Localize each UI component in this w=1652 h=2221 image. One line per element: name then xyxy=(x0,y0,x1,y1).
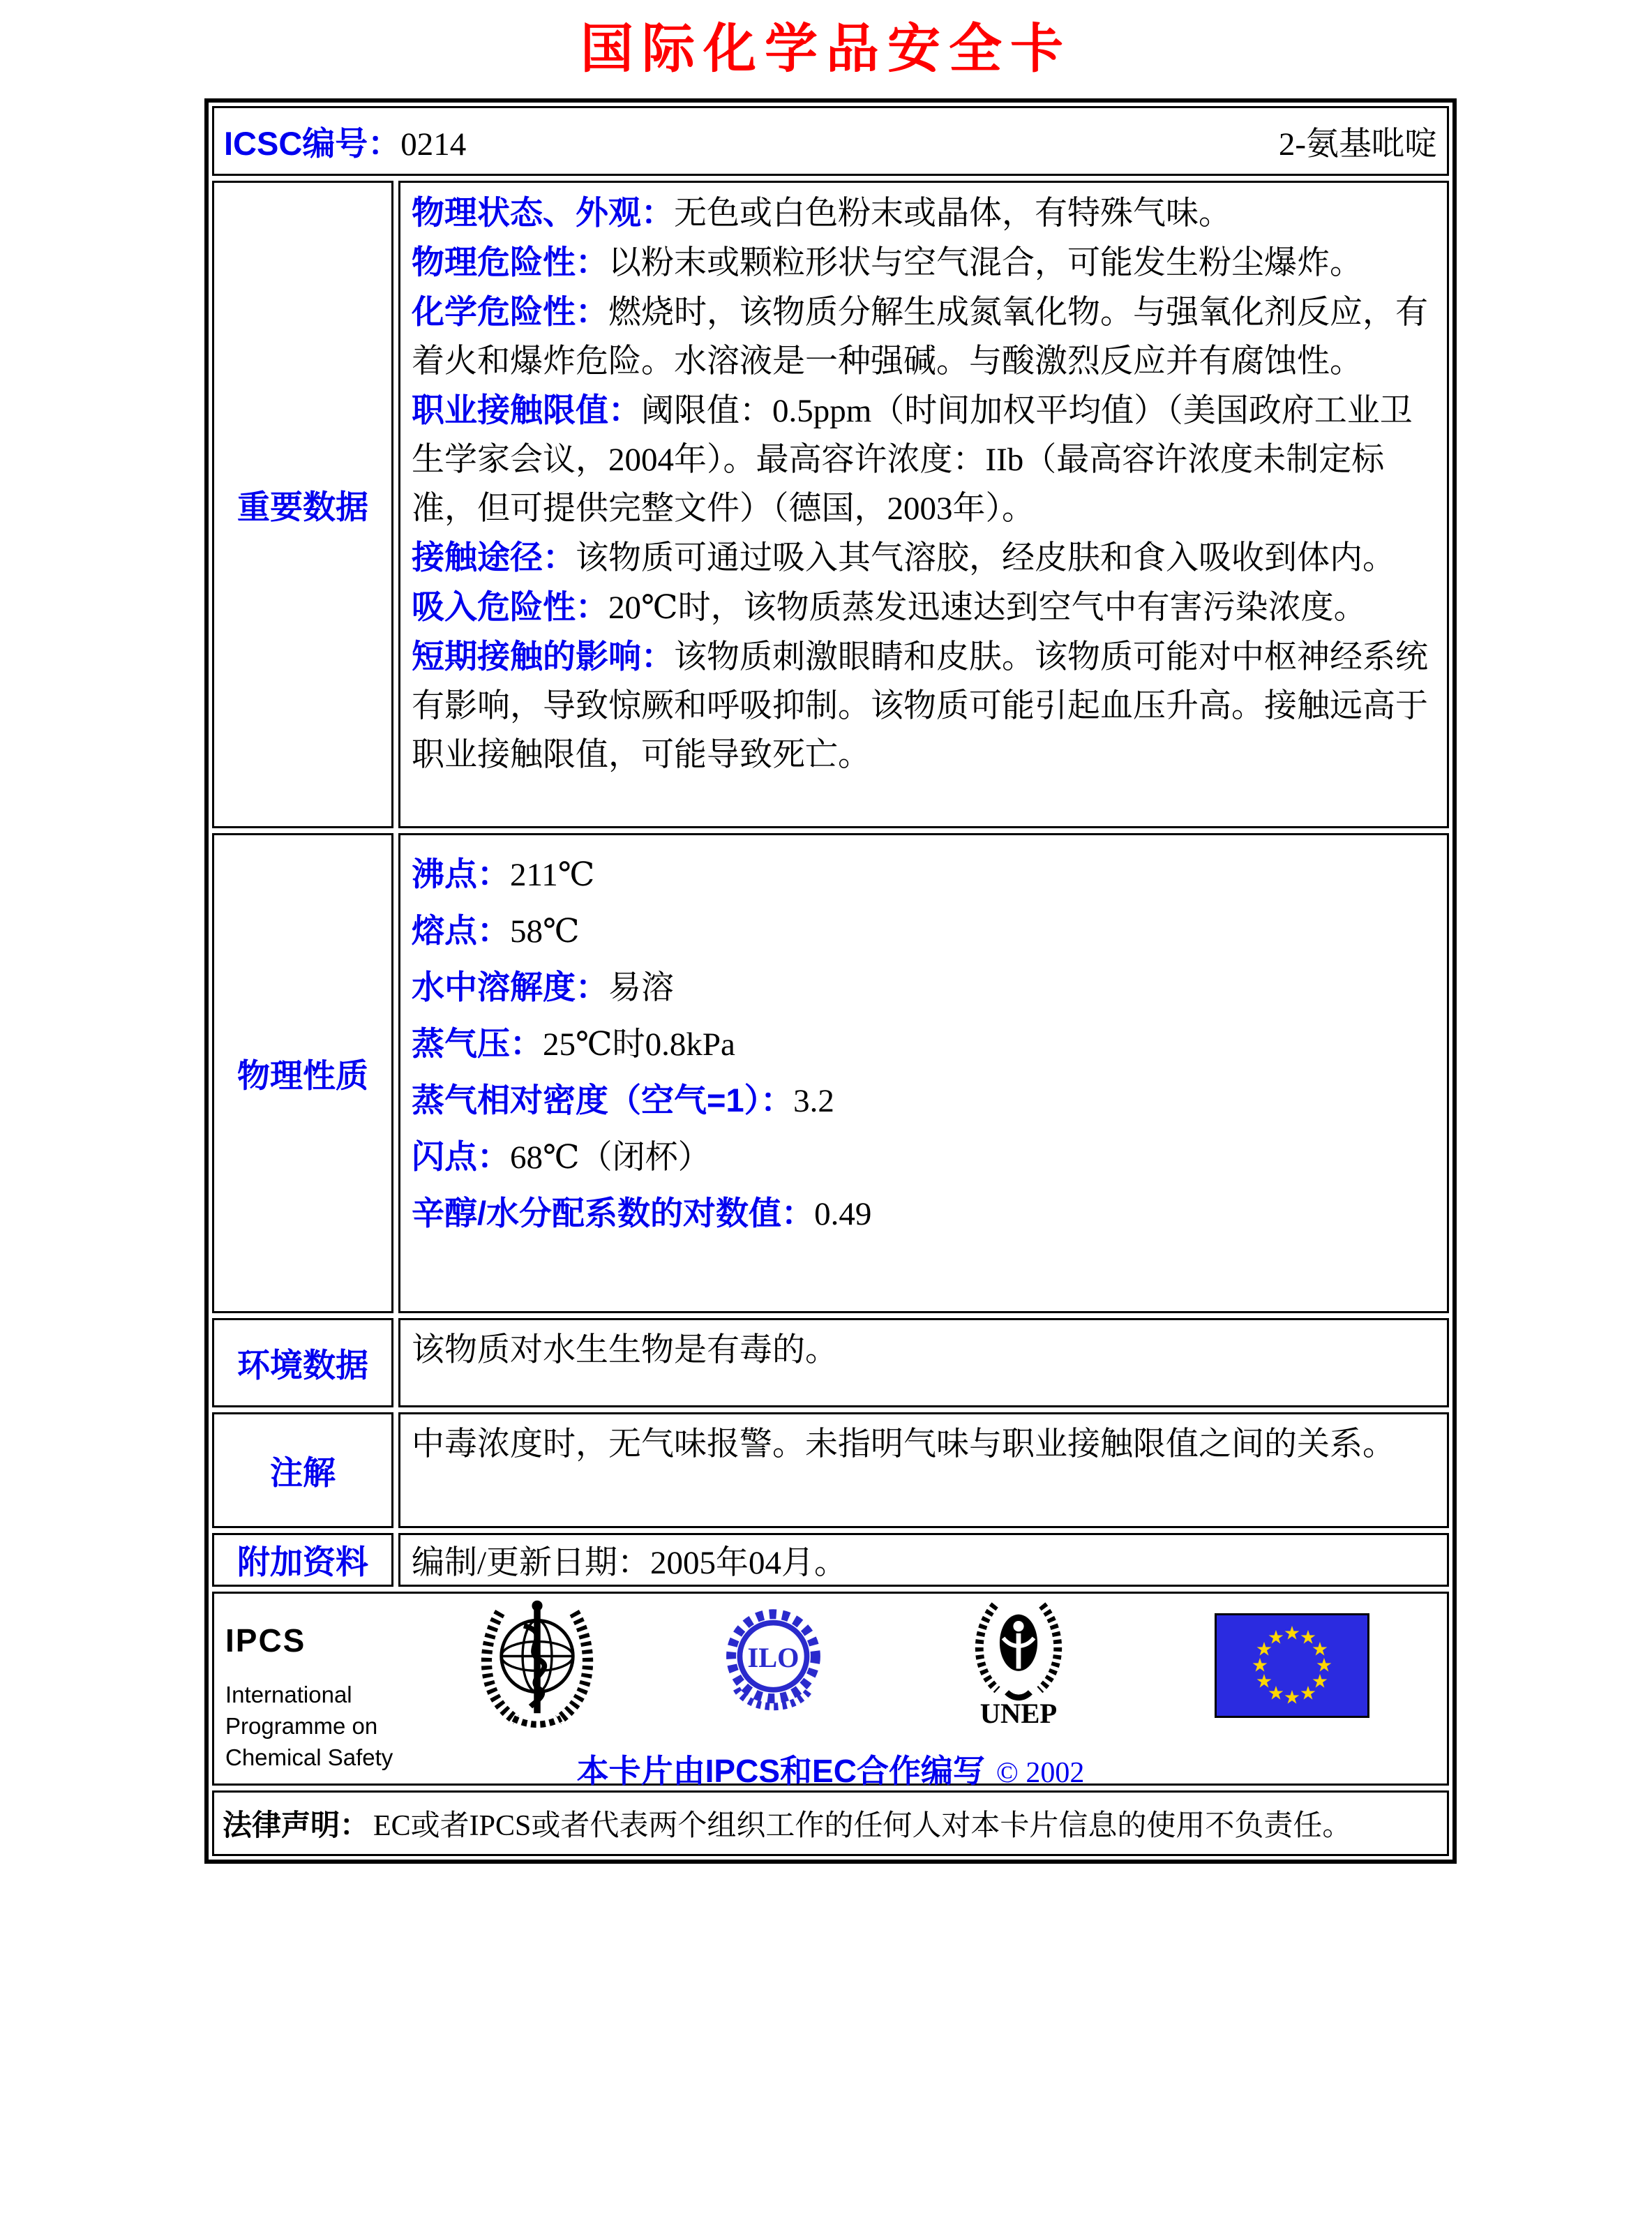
legal-cell xyxy=(212,1790,1449,1856)
item-label: 职业接触限值： xyxy=(412,391,641,428)
item-label: 物理危险性： xyxy=(412,244,608,281)
star-icon: ★ xyxy=(1311,1670,1329,1693)
item-label: 水中溶解度： xyxy=(412,969,608,1005)
legal-text: EC或者IPCS或者代表两个组织工作的任何人对本卡片信息的使用不负责任。 xyxy=(373,1810,1352,1842)
icsc-number-group xyxy=(224,118,466,165)
section-row-important-data xyxy=(212,181,1449,828)
section-label-additional-info: 附加资料 xyxy=(212,1533,393,1587)
section-row-physical-properties xyxy=(212,833,1449,1313)
important-data-item xyxy=(412,287,1436,386)
item-value: 0.49 xyxy=(814,1196,872,1232)
ipcs-acronym: IPCS xyxy=(225,1622,306,1659)
unep-logo-icon xyxy=(959,1598,1078,1728)
important-data-item xyxy=(412,533,1436,583)
item-value: 25℃时0.8kPa xyxy=(543,1026,735,1063)
star-icon: ★ xyxy=(1283,1622,1301,1645)
header-row xyxy=(212,106,1449,176)
important-data-item xyxy=(412,632,1436,779)
section-row-environmental-data xyxy=(212,1318,1449,1407)
section-label-physical-properties: 物理性质 xyxy=(212,833,393,1313)
star-icon: ★ xyxy=(1267,1682,1285,1705)
icsc-card-table xyxy=(204,98,1457,1864)
header-cell xyxy=(212,106,1449,176)
item-value: 211℃ xyxy=(510,857,595,893)
section-content-physical-properties xyxy=(398,833,1449,1313)
section-label-notes: 注解 xyxy=(212,1412,393,1528)
item-text: 该物质可通过吸入其气溶胶，经皮肤和食入吸收到体内。 xyxy=(576,540,1395,576)
item-label: 闪点： xyxy=(412,1138,510,1175)
item-label: 蒸气压： xyxy=(412,1025,543,1062)
star-icon: ★ xyxy=(1315,1654,1333,1677)
item-label: 接触途径： xyxy=(412,539,576,576)
item-value: 68℃（闭杯） xyxy=(510,1139,711,1176)
item-label: 短期接触的影响： xyxy=(412,638,674,675)
section-content-additional-info: 编制/更新日期：2005年04月。 xyxy=(398,1533,1449,1587)
section-content-notes: 中毒浓度时，无气味报警。未指明气味与职业接触限值之间的关系。 xyxy=(398,1412,1449,1528)
item-label: 熔点： xyxy=(412,912,510,949)
eu-flag-icon xyxy=(1215,1613,1369,1718)
item-text: 无色或白色粉末或晶体，有特殊气味。 xyxy=(674,195,1231,232)
important-data-item xyxy=(412,238,1436,287)
physical-property-item xyxy=(412,959,1436,1016)
logos-cell xyxy=(212,1592,1449,1789)
star-icon: ★ xyxy=(1251,1654,1269,1677)
section-row-additional-info xyxy=(212,1533,1449,1587)
ipcs-name-line: Chemical Safety xyxy=(225,1744,393,1770)
star-icon: ★ xyxy=(1283,1687,1301,1709)
item-text: 20℃时，该物质蒸发迅速达到空气中有害污染浓度。 xyxy=(608,590,1367,626)
item-label: 化学危险性： xyxy=(412,293,608,330)
caption-year: © 2002 xyxy=(996,1757,1085,1789)
item-text: 阈限值：0.5ppm（时间加权平均值）（美国政府工业卫生学家会议，2004年）。最高容许浓度：IIb（最高容许浓度未制定标准，但可提供完整文件）（德国，2003年）。 xyxy=(412,393,1413,527)
star-icon: ★ xyxy=(1255,1670,1273,1693)
item-label: 蒸气相对密度（空气=1）： xyxy=(412,1082,794,1119)
icsc-number-value: 0214 xyxy=(400,126,467,163)
physical-property-item xyxy=(412,1129,1436,1186)
important-data-item xyxy=(412,583,1436,632)
section-row-notes xyxy=(212,1412,1449,1528)
item-label: 辛醇/水分配系数的对数值： xyxy=(412,1195,815,1232)
item-label: 物理状态、外观： xyxy=(412,194,674,231)
page-title: 国际化学品安全卡 xyxy=(580,20,1072,79)
item-label: 沸点： xyxy=(412,855,510,892)
physical-property-item xyxy=(412,846,1436,903)
physical-property-item xyxy=(412,1186,1436,1242)
unep-logo-text: UNEP xyxy=(979,1698,1058,1728)
physical-property-item xyxy=(412,1072,1436,1129)
ipcs-name-line: International xyxy=(225,1682,352,1707)
legal-label: 法律声明： xyxy=(223,1809,370,1841)
physical-property-item xyxy=(412,903,1436,959)
footer-logos-row xyxy=(212,1592,1449,1789)
star-icon: ★ xyxy=(1299,1627,1317,1649)
section-content-environmental-data: 该物质对水生生物是有毒的。 xyxy=(398,1318,1449,1407)
who-logo-icon xyxy=(471,1596,603,1729)
item-text: 以粉末或颗粒形状与空气混合，可能发生粉尘爆炸。 xyxy=(608,245,1362,281)
section-label-important-data: 重要数据 xyxy=(212,181,393,828)
star-icon: ★ xyxy=(1255,1638,1273,1661)
section-label-environmental-data: 环境数据 xyxy=(212,1318,393,1407)
icsc-number-label: ICSC编号： xyxy=(224,124,401,162)
section-content-important-data xyxy=(398,181,1449,828)
item-value: 易溶 xyxy=(608,970,674,1006)
important-data-item xyxy=(412,188,1436,238)
caption-text: 本卡片由IPCS和EC合作编写 xyxy=(576,1753,985,1789)
item-text: 该物质刺激眼睛和皮肤。该物质可能对中枢神经系统有影响，导致惊厥和呼吸抑制。该物质可能引起血压升高。接触远高于职业接触限值，可能导致死亡。 xyxy=(412,639,1428,773)
chemical-name: 2-氨基吡啶 xyxy=(1278,126,1437,163)
cooperation-caption xyxy=(214,1746,1447,1792)
ipcs-name-line: Programme on xyxy=(225,1713,378,1739)
star-icon: ★ xyxy=(1311,1638,1329,1661)
star-icon: ★ xyxy=(1299,1682,1317,1705)
item-value: 58℃ xyxy=(510,913,580,950)
important-data-item xyxy=(412,386,1436,533)
legal-row xyxy=(212,1790,1449,1856)
item-label: 吸入危险性： xyxy=(412,588,608,625)
ilo-logo-text: ILO xyxy=(747,1642,799,1674)
ilo-logo-icon xyxy=(719,1602,827,1723)
item-value: 3.2 xyxy=(793,1083,834,1119)
star-icon: ★ xyxy=(1267,1627,1285,1649)
physical-property-item xyxy=(412,1016,1436,1072)
item-text: 燃烧时，该物质分解生成氮氧化物。与强氧化剂反应，有着火和爆炸危险。水溶液是一种强碱。与酸激烈反应并有腐蚀性。 xyxy=(412,294,1428,380)
